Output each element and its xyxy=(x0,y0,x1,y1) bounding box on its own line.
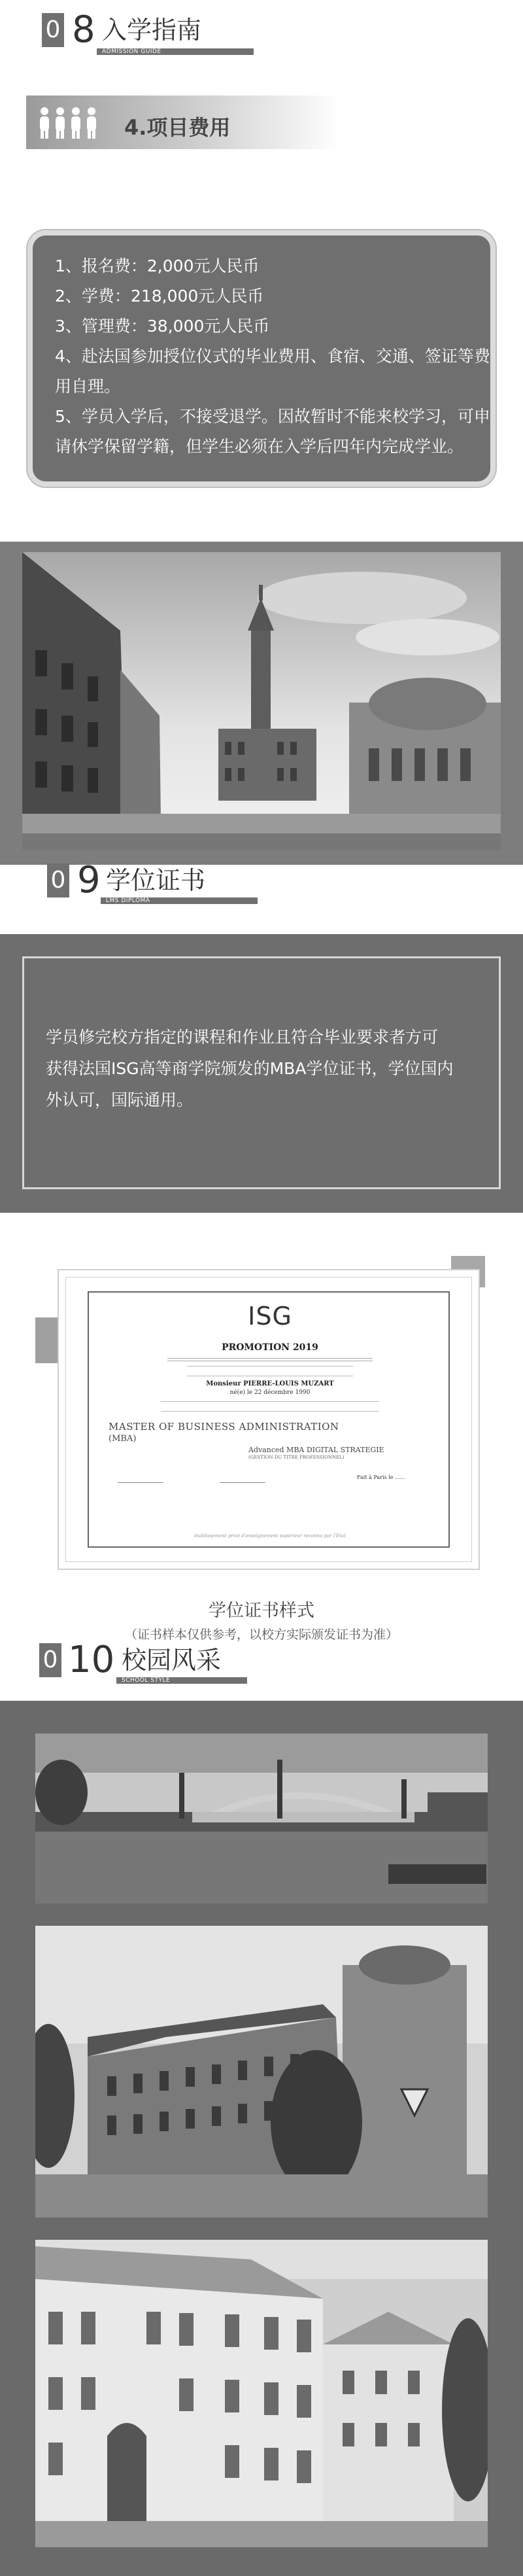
fee-line-ceremony-cont: 用自理。 xyxy=(55,377,121,396)
cert-fine-print-block-2 xyxy=(161,1401,379,1412)
campus-photo-villa xyxy=(35,2240,488,2547)
cert-recipient: Monsieur PIERRE-LOUIS MUZART xyxy=(206,1380,334,1387)
fee-line-tuition: 2、学费：218,000元人民币 xyxy=(55,287,264,305)
cert-promotion: PROMOTION 2019 xyxy=(222,1342,318,1353)
cert-caption-title: 学位证书样式 xyxy=(209,1601,314,1621)
section-number-box: 0 xyxy=(39,1643,61,1677)
section-title: 入学指南 xyxy=(102,16,202,44)
section-number: 10 xyxy=(68,1639,115,1681)
cert-signature-line-1 xyxy=(118,1482,163,1493)
cert-logo: ISG xyxy=(248,1302,292,1331)
fee-line-management: 3、管理费：38,000元人民币 xyxy=(55,317,270,336)
degree-line: 学员修完校方指定的课程和作业且符合毕业要求者方可 xyxy=(46,1028,439,1047)
cert-degree-abbr: (MBA) xyxy=(109,1434,137,1444)
fee-line-withdrawal: 5、学员入学后，不接受退学。因故暂时不能来校学习，可申 xyxy=(55,407,490,426)
cert-footer: établissement privé d'enseignement supérieur reconnu par l'État xyxy=(194,1533,346,1539)
degree-line: 获得法国ISG高等商学院颁发的MBA学位证书，学位国内 xyxy=(46,1059,454,1078)
fees-section-title: 4.项目费用 xyxy=(124,115,231,140)
certificate xyxy=(88,1291,450,1548)
campus-photo-bridge xyxy=(35,1733,488,1904)
section-number: 8 xyxy=(72,9,95,51)
section-title: 学位证书 xyxy=(106,866,206,895)
cert-place-date: Fait à Paris le ...... xyxy=(357,1474,405,1480)
section-number-box: 0 xyxy=(47,863,69,897)
fee-line-ceremony: 4、赴法国参加授位仪式的毕业费用、食宿、交通、签证等费 xyxy=(55,347,490,366)
section-number-box: 0 xyxy=(42,13,64,47)
cert-degree: MASTER OF BUSINESS ADMINISTRATION xyxy=(109,1421,339,1433)
cert-born: né(e) le 22 décembre 1990 xyxy=(229,1389,311,1396)
section-title: 校园风采 xyxy=(122,1646,222,1675)
cert-fine-print-lines xyxy=(167,1358,373,1361)
fee-line-withdrawal-cont: 请休学保留学籍，但学生必须在入学后四年内完成学业。 xyxy=(55,437,464,456)
section-subtitle: SCHOOL STYLE xyxy=(122,1677,171,1684)
cert-fine-print-block xyxy=(187,1366,353,1376)
cert-caption-note: （证书样本仅供参考，以校方实际颁发证书为准） xyxy=(124,1627,398,1642)
cert-signature-line-2 xyxy=(220,1482,265,1493)
degree-line: 外认可，国际通用。 xyxy=(46,1090,194,1109)
people-group-icon xyxy=(37,105,102,140)
fee-line-registration: 1、报名费：2,000元人民币 xyxy=(55,256,260,275)
degree-description xyxy=(46,1022,477,1116)
city-photo xyxy=(22,552,501,850)
campus-photo-building xyxy=(35,1926,488,2218)
cert-program: Advanced MBA DIGITAL STRATEGIE xyxy=(248,1446,384,1454)
fees-card xyxy=(27,230,496,487)
section-subtitle: LMS DIPLOMA xyxy=(106,897,150,904)
cert-program-sub: (GESTION DU TITRE PROFESSIONNEL) xyxy=(248,1455,345,1460)
section-subtitle: ADMISSION GUIDE xyxy=(102,48,161,55)
section-number: 9 xyxy=(77,859,101,901)
